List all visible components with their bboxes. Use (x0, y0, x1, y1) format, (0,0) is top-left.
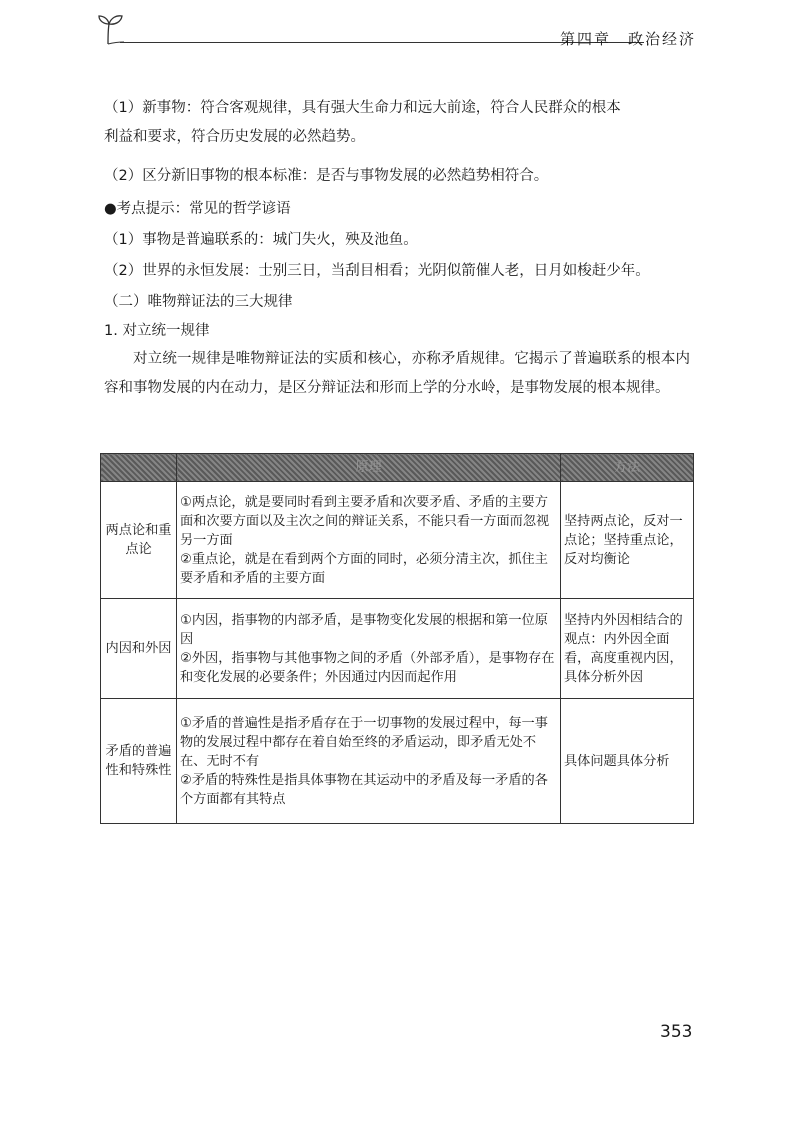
content-item: ①内因，指事物的内部矛盾，是事物变化发展的根据和第一位原因 (180, 612, 548, 647)
chapter-title: 第四章 政治经济 (559, 30, 696, 48)
page-header (96, 12, 696, 52)
table-row (101, 482, 694, 599)
content-item: ②重点论，就是在看到两个方面的同时，必须分清主次，抓住主要矛盾和矛盾的主要方面 (180, 551, 548, 586)
dialectics-table (100, 453, 694, 824)
row-method: 坚持内外因相结合的观点：内外因全面看，高度重视内因，具体分析外因 (561, 599, 694, 699)
page-number: 353 (660, 1022, 693, 1042)
row-topic: 两点论和重点论 (101, 482, 177, 599)
proverb-development: （2）世界的永恒发展：士别三日，当刮目相看；光阴似箭催人老，日月如梭赶少年。 (104, 263, 650, 279)
exam-tip-heading: ●考点提示：常见的哲学谚语 (104, 201, 291, 217)
row-method: 具体问题具体分析 (561, 699, 694, 824)
row-topic: 矛盾的普遍性和特殊性 (101, 699, 177, 824)
paragraph-criterion: （2）区分新旧事物的根本标准：是否与事物发展的必然趋势相符合。 (104, 168, 549, 184)
paragraph-new-things-2: 利益和要求，符合历史发展的必然趋势。 (104, 129, 365, 145)
paragraph-new-things-1: （1）新事物：符合客观规律，具有强大生命力和远大前途，符合人民群众的根本 (104, 100, 621, 116)
row-method: 坚持两点论，反对一点论；坚持重点论，反对均衡论 (561, 482, 694, 599)
header-method: 方法 (561, 454, 694, 482)
row-content (177, 482, 561, 599)
proverb-connection: （1）事物是普遍联系的：城门失火，殃及池鱼。 (104, 232, 418, 248)
content-item: ②外因，指事物与其他事物之间的矛盾（外部矛盾），是事物存在和变化发展的必要条件；外因通过内因而起作用 (180, 650, 555, 685)
section-heading: （二）唯物辩证法的三大规律 (104, 294, 293, 310)
table-header-row (101, 454, 694, 482)
table-row (101, 599, 694, 699)
row-topic: 内因和外因 (101, 599, 177, 699)
row-content (177, 599, 561, 699)
header-principle: 原理 (177, 454, 561, 482)
content-item: ①矛盾的普遍性是指矛盾存在于一切事物的发展过程中，每一事物的发展过程中都存在着自始至终的矛盾运动，即矛盾无处不在、无时不有 (180, 715, 548, 769)
table-row (101, 699, 694, 824)
subsection-heading: 1. 对立统一规律 (104, 323, 210, 339)
unity-of-opposites-text: 对立统一规律是唯物辩证法的实质和核心，亦称矛盾规律。它揭示了普遍联系的根本内容和事物发展的内在动力，是区分辩证法和形而上学的分水岭，是事物发展的根本规律。 (104, 351, 690, 396)
content-item: ②矛盾的特殊性是指具体事物在其运动中的矛盾及每一矛盾的各个方面都有其特点 (180, 772, 548, 807)
header-topic (101, 454, 177, 482)
content-item: ①两点论，就是要同时看到主要矛盾和次要矛盾、矛盾的主要方面和次要方面以及主次之间的辩证关系，不能只看一方面而忽视另一方面 (180, 494, 550, 548)
sprout-icon (96, 12, 126, 46)
row-content (177, 699, 561, 824)
